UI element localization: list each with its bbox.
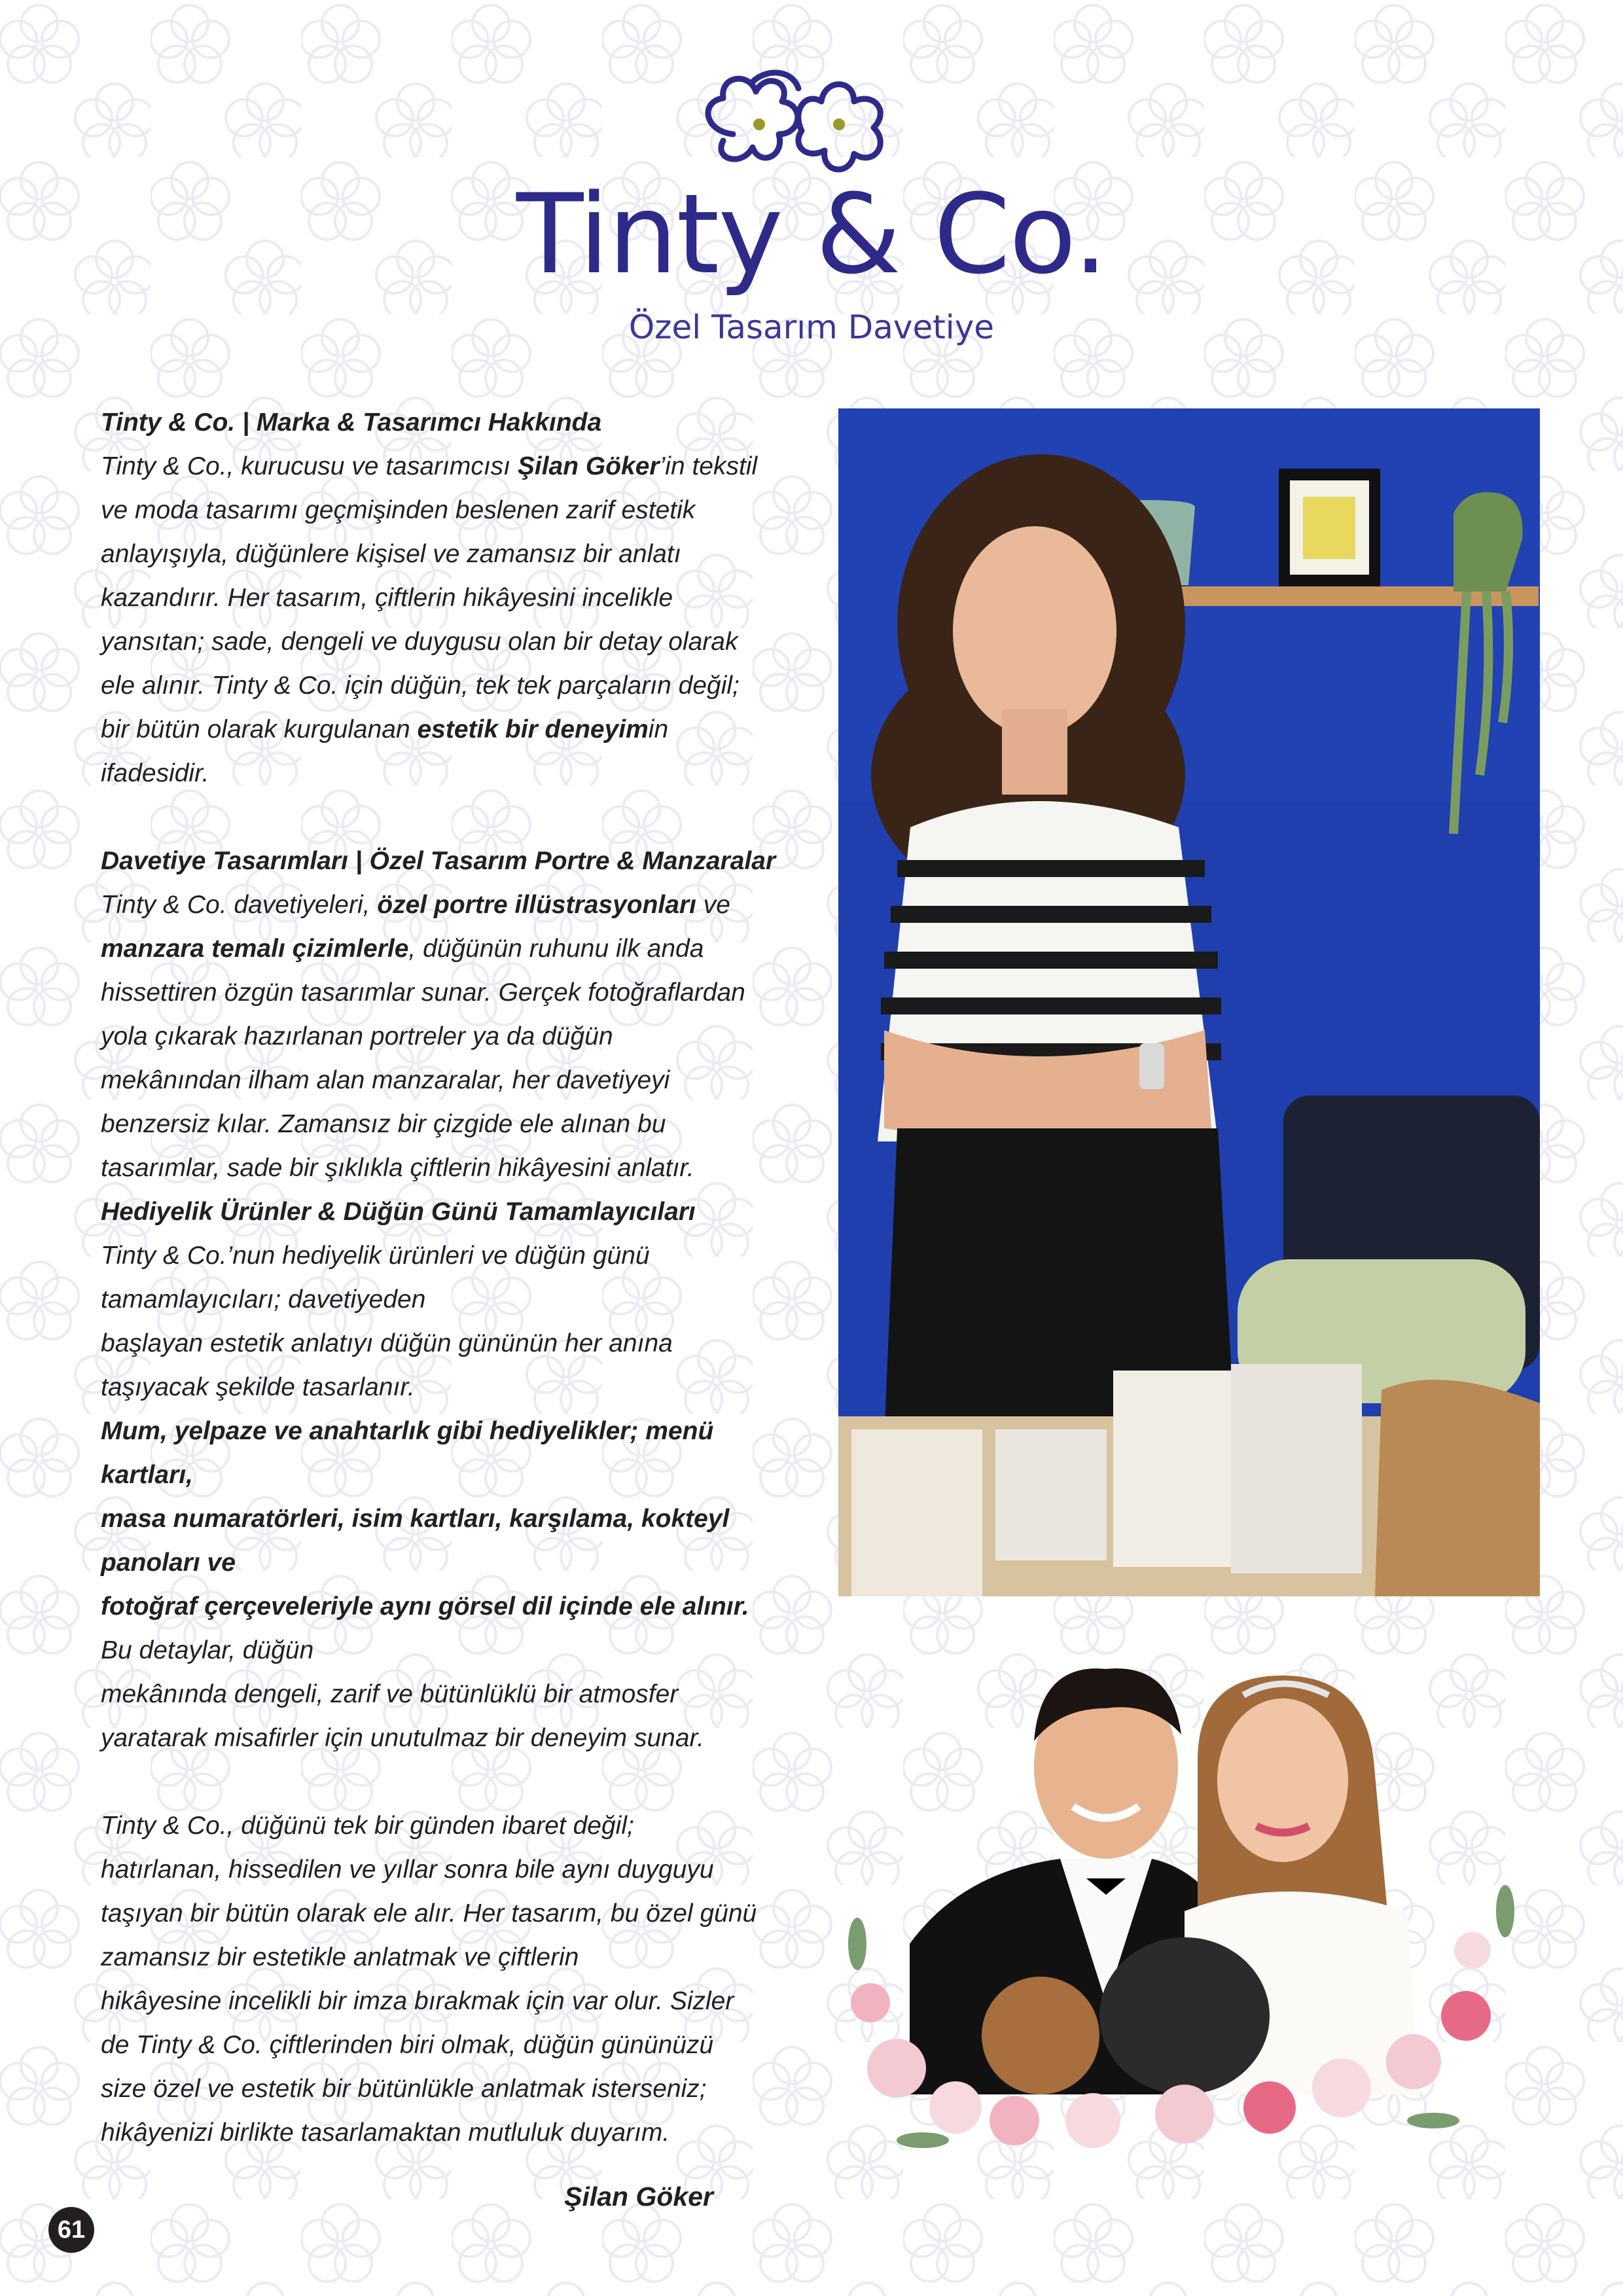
section-heading-brand: Tinty & Co. | Marka & Tasarımcı Hakkında (101, 408, 602, 437)
paragraph-line: size özel ve estetik bir bütünlükle anlatmak isterseniz; (101, 2075, 707, 2103)
paragraph-line: yansıtan; sade, dengeli ve duygusu olan bir detay olarak (101, 628, 738, 656)
paragraph-line: yola çıkarak hazırlanan portreler ya da düğün (101, 1022, 613, 1050)
paragraph-line: hikâyesine incelikli bir imza bırakmak için var olur. Sizler (101, 1987, 734, 2015)
paragraph-line-bold: fotoğraf çerçeveleriyle aynı görsel dil içinde ele alınır. (101, 1592, 749, 1621)
article-body (101, 401, 814, 2155)
paragraph-line: taşıyan bir bütün olarak ele alır. Her tasarım, bu özel günü (101, 1899, 757, 1928)
paragraph-line: tamamlayıcıları; davetiyeden (101, 1285, 426, 1314)
author-signature: Şilan Göker (564, 2181, 713, 2212)
paragraph-line: ifadesidir. (101, 759, 209, 787)
paragraph-line: tasarımlar, sade bir şıklıkla çiftlerin hikâyesini anlatır. (101, 1154, 694, 1182)
section-heading-invitations: Davetiye Tasarımları | Özel Tasarım Portre & Manzaralar (101, 847, 776, 875)
paragraph-line: hissettiren özgün tasarımlar sunar. Gerçek fotoğraflardan (101, 978, 745, 1007)
paragraph-line: mekânından ilham alan manzaralar, her davetiyeyi (101, 1066, 670, 1094)
paragraph-line: zamansız bir estetikle anlatmak ve çiftlerin (101, 1943, 579, 1971)
paragraph-line: taşıyacak şekilde tasarlanır. (101, 1373, 415, 1401)
paragraph-line: kazandırır. Her tasarım, çiftlerin hikâyesini incelikle (101, 584, 673, 612)
paragraph-line: hatırlanan, hissedilen ve yıllar sonra bile aynı duyguyu (101, 1856, 714, 1884)
paragraph-line: bir bütün olarak kurgulanan estetik bir deneyimin (101, 715, 669, 744)
paragraph-line: ele alınır. Tinty & Co. için düğün, tek tek parçaların değil; (101, 672, 740, 700)
paragraph-line: manzara temalı çizimlerle, düğünün ruhunu ilk anda (101, 935, 704, 963)
paragraph-line-bold: kartları, (101, 1461, 193, 1489)
designer-photo (838, 408, 1540, 1596)
paragraph-line-bold: panoları ve (101, 1549, 236, 1577)
paragraph-line: ve moda tasarımı geçmişinden beslenen zarif estetik (101, 496, 696, 524)
brand-title: Tinty & Co. (516, 170, 1107, 298)
paragraph-line: Tinty & Co., kurucusu ve tasarımcısı Şilan Göker’in tekstil (101, 452, 758, 480)
paragraph-line: anlayışıyla, düğünlere kişisel ve zamansız bir anlatı (101, 540, 681, 568)
page-number: 61 (48, 2207, 94, 2253)
paragraph-line: benzersiz kılar. Zamansız bir çizgide ele alınan bu (101, 1110, 666, 1138)
paragraph-line-bold: Mum, yelpaze ve anahtarlık gibi hediyelikler; menü (101, 1417, 714, 1445)
paragraph-line: başlayan estetik anlatıyı düğün gününün her anına (101, 1329, 673, 1357)
paragraph-line: hikâyenizi birlikte tasarlamaktan mutluluk duyarım. (101, 2119, 670, 2147)
paragraph-line: de Tinty & Co. çiftlerinden biri olmak, düğün gününüzü (101, 2031, 714, 2059)
paragraph-line-bold: masa numaratörleri, isim kartları, karşılama, kokteyl (101, 1505, 730, 1533)
brand-subtitle: Özel Tasarım Davetiye (628, 308, 995, 346)
paragraph-line: yaratarak misafirler için unutulmaz bir deneyim sunar. (101, 1724, 704, 1752)
couple-portrait-illustration (844, 1636, 1525, 2160)
paragraph-line: Tinty & Co.’nun hediyelik ürünleri ve düğün günü (101, 1242, 650, 1270)
section-heading-gifts: Hediyelik Ürünler & Düğün Günü Tamamlayıcıları (101, 1198, 696, 1226)
paragraph-line: mekânında dengeli, zarif ve bütünlüklü bir atmosfer (101, 1680, 679, 1708)
flower-logo-icon (694, 62, 903, 187)
paragraph-line: Tinty & Co. davetiyeleri, özel portre illüstrasyonları ve (101, 891, 730, 919)
paragraph-line: Tinty & Co., düğünü tek bir günden ibaret değil; (101, 1812, 634, 1840)
paragraph-line: Bu detaylar, düğün (101, 1636, 314, 1664)
